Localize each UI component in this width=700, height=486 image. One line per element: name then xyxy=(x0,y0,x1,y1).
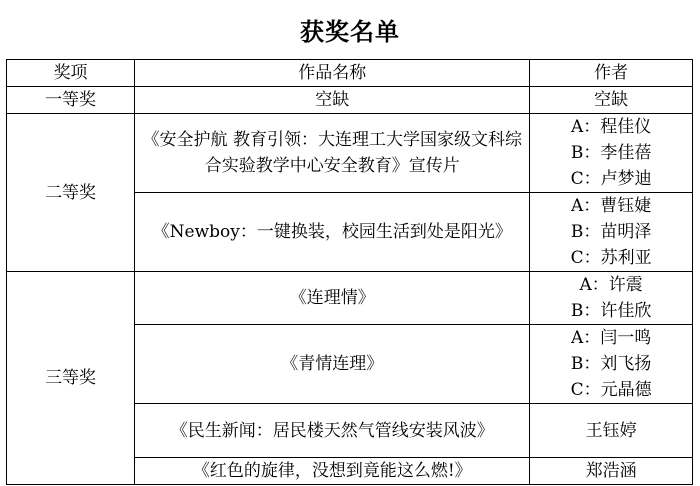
work-cell: 《连理情》 xyxy=(135,272,530,325)
table-row xyxy=(7,87,693,114)
work-cell: 《民生新闻：居民楼天然气管线安装风波》 xyxy=(135,404,530,458)
author-cell xyxy=(530,114,693,193)
header-row xyxy=(7,60,693,87)
awards-table xyxy=(6,59,693,485)
table-row xyxy=(7,272,693,325)
work-cell: 《安全护航 教育引领：大连理工大学国家级文科综合实验教学中心安全教育》宣传片 xyxy=(135,114,530,193)
author-name: A：闫一鸣 xyxy=(571,328,652,348)
work-cell: 空缺 xyxy=(135,87,530,114)
work-cell: 《红色的旋律，没想到竟能这么燃!》 xyxy=(135,458,530,485)
author-cell: 王钰婷 xyxy=(530,404,693,458)
author-cell xyxy=(530,272,693,325)
header-work: 作品名称 xyxy=(135,60,530,87)
author-name: A：程佳仪 xyxy=(571,117,652,137)
author-name: C：元晶德 xyxy=(570,380,652,400)
author-cell: 郑浩涵 xyxy=(530,458,693,485)
award-first: 一等奖 xyxy=(7,87,135,114)
work-cell: 《Newboy：一键换装，校园生活到处是阳光》 xyxy=(135,193,530,272)
header-award: 奖项 xyxy=(7,60,135,87)
header-author: 作者 xyxy=(530,60,693,87)
author-name: B：许佳欣 xyxy=(570,301,652,321)
author-cell: 空缺 xyxy=(530,87,693,114)
author-name: A：许震 xyxy=(579,275,643,295)
author-name: A：曹钰婕 xyxy=(571,196,652,216)
work-cell: 《青情连理》 xyxy=(135,325,530,404)
author-name: B：苗明泽 xyxy=(570,222,652,242)
page-title: 获奖名单 xyxy=(300,18,400,46)
award-third: 三等奖 xyxy=(7,272,135,485)
author-cell xyxy=(530,193,693,272)
author-name: C：苏利亚 xyxy=(570,248,652,268)
award-second: 二等奖 xyxy=(7,114,135,272)
author-name: B：李佳蓓 xyxy=(570,143,652,163)
author-cell xyxy=(530,325,693,404)
author-name: B：刘飞扬 xyxy=(570,354,652,374)
author-name: C：卢梦迪 xyxy=(570,169,652,189)
table-row xyxy=(7,114,693,193)
